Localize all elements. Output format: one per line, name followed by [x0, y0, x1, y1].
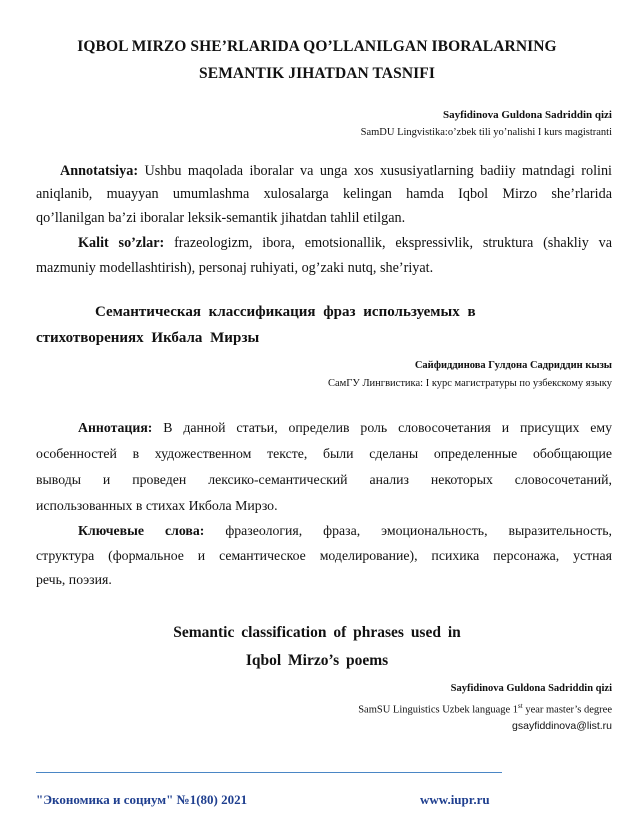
uz-annotation-text-1: Ushbu maqolada iboralar va unga xos xususiyatlarning badiiy matndagi rolini — [138, 163, 612, 179]
uz-annotation-label: Annotatsiya: — [60, 163, 139, 179]
en-title-line-1: Semantic classification of phrases used in — [173, 624, 461, 641]
footer-rule — [36, 772, 502, 773]
en-email-link[interactable]: gsayfiddinova@list.ru — [512, 720, 612, 732]
uz-keywords-line-2: mazmuniy modellashtirish), personaj ruhiyati, og’zaki nutq, she’riyat. — [36, 260, 434, 276]
ru-annotation-text-1: В данной статьи, определив роль словосочетания и присущих ему — [152, 420, 612, 435]
en-title-line-2: Iqbol Mirzo’s poems — [245, 652, 389, 669]
ru-keywords-label: Ключевые слова: — [78, 523, 205, 538]
uz-annotation-line-1 — [60, 161, 612, 181]
en-author: Sayfidinova Guldona Sadriddin qizi — [450, 683, 612, 694]
en-affiliation-sup: st — [518, 702, 523, 710]
uz-author: Sayfidinova Guldona Sadriddin qizi — [442, 109, 612, 121]
ru-annotation-line-2: особенностей в художественном тексте, были сделаны определенные обобщающие — [36, 446, 612, 461]
uz-annotation-line-3: qo’llanilgan ba’zi iboralar leksik-semantik jihatdan tahlil etilgan. — [36, 210, 406, 226]
en-affiliation-text: SamSU Linguistics Uzbek language 1 — [358, 704, 519, 716]
ru-author: Сайфиддинова Гулдона Садриддин кызы — [414, 360, 612, 371]
ru-keywords-line-3: речь, поэзия. — [36, 572, 112, 587]
en-affiliation — [358, 702, 612, 716]
ru-keywords-line-2: структура (формальное и семантическое моделирование), психика персонажа, устная — [36, 548, 612, 563]
ru-title-line-2: стихотворениях Икбала Мирзы — [36, 330, 260, 346]
footer-journal: "Экономика и социум" №1(80) 2021 — [36, 792, 248, 807]
en-affiliation-text-end: year master’s degree — [522, 704, 612, 716]
uz-annotation-line-2: aniqlanib, muayyan umumlashma xulosalarga kelingan hamda Iqbol Mirzo she’rlarida — [36, 186, 612, 202]
uz-title-line-2: SEMANTIK JIHATDAN TASNIFI — [199, 65, 435, 82]
ru-keywords-text-1: фразеология, фраза, эмоциональность, выразительность, — [204, 523, 612, 538]
footer-website-link[interactable]: www.iupr.ru — [420, 792, 490, 807]
uz-keywords-line-1 — [78, 233, 612, 253]
ru-annotation-line-1 — [78, 418, 612, 438]
uz-affiliation: SamDU Lingvistika:o’zbek tili yo’nalishi I kurs magistranti — [360, 127, 612, 138]
ru-annotation-label: Аннотация: — [78, 420, 153, 435]
ru-keywords-line-1 — [78, 521, 612, 541]
uz-title-line-1: IQBOL MIRZO SHE’RLARIDA QO’LLANILGAN IBORALARNING — [77, 38, 557, 55]
ru-affiliation: СамГУ Лингвистика: I курс магистратуры по узбекскому языку — [328, 378, 612, 389]
ru-annotation-line-4: использованных в стихах Икбола Мирзо. — [36, 498, 278, 513]
uz-keywords-text-1: frazeologizm, ibora, emotsionallik, ekspressivlik, struktura (shakliy va — [164, 235, 612, 251]
ru-annotation-line-3: выводы и проведен лексико-семантический анализ некоторых словосочетаний, — [36, 472, 612, 487]
uz-keywords-label: Kalit so’zlar: — [78, 235, 165, 251]
ru-title-line-1: Семантическая классификация фраз используемых в — [95, 304, 476, 320]
